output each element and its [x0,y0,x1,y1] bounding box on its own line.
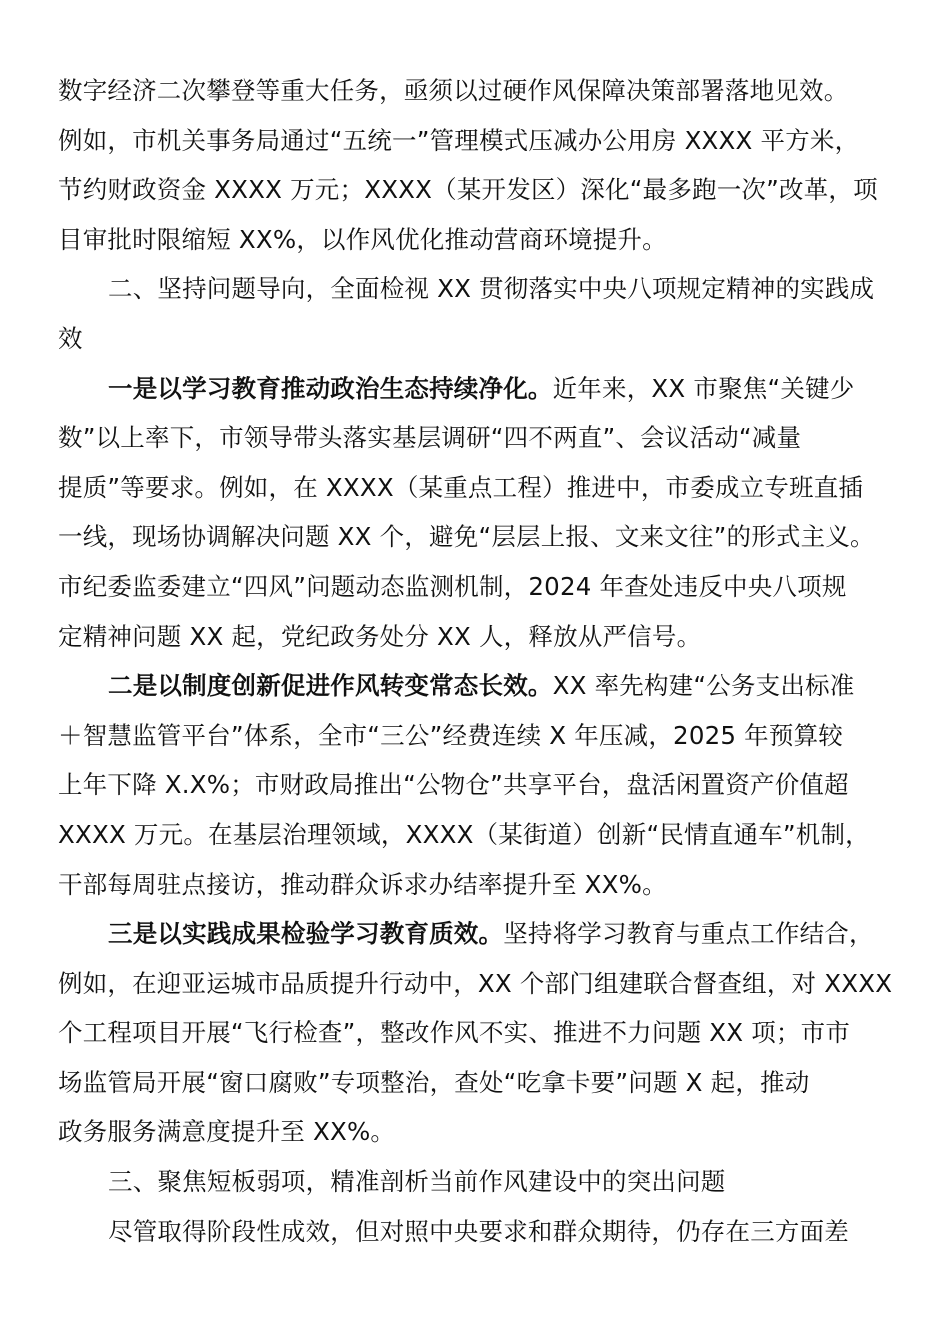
line-text: 场监管局开展“窗口腐败”专项整治，查处“吃拿卡要”问题 X 起，推动 [58,1067,810,1097]
text-line [58,711,892,761]
line-text: XX 率先构建“公务支出标准 [552,671,855,701]
text-line [58,562,892,612]
text-line [58,364,892,414]
text-line [58,909,892,959]
line-text: 干部每周驻点接访，推动群众诉求办结率提升至 XX%。 [58,869,667,899]
text-line [58,810,892,860]
text-line [58,1008,892,1058]
text-line [58,165,892,215]
line-text: 尽管取得阶段性成效，但对照中央要求和群众期待，仍存在三方面差 [108,1216,849,1246]
line-text: 个工程项目开展“飞行检查”，整改作风不实、推进不力问题 XX 项；市市 [58,1018,851,1048]
text-line [58,66,892,116]
bold-lead-phrase: 一是以学习教育推动政治生态持续净化。 [108,373,553,403]
text-line [58,116,892,166]
line-text: 市纪委监委建立“四风”问题动态监测机制，2024 年查处违反中央八项规 [58,571,847,601]
line-text: 效 [58,323,83,353]
text-line [58,612,892,662]
line-text: 定精神问题 XX 起，党纪政务处分 XX 人，释放从严信号。 [58,621,702,651]
text-line [58,1207,892,1257]
text-line [58,1058,892,1108]
line-text: XXXX 万元。在基层治理领域，XXXX（某街道）创新“民情直通车”机制， [58,819,870,849]
text-line [58,264,892,314]
line-text: ＋智慧监管平台”体系，全市“三公”经费连续 X 年压减，2025 年预算较 [58,720,843,750]
line-text: 一线，现场协调解决问题 XX 个，避免“层层上报、文来文往”的形式主义。 [58,522,875,552]
line-text: 上年下降 X.X%；市财政局推出“公物仓”共享平台，盘活闲置资产价值超 [58,770,849,800]
line-text: 节约财政资金 XXXX 万元；XXXX（某开发区）深化“最多跑一次”改革，项 [58,175,878,205]
text-line [58,413,892,463]
line-text: 目审批时限缩短 XX%，以作风优化推动营商环境提升。 [58,224,667,254]
line-text: 近年来，XX 市聚焦“关键少 [552,373,855,403]
line-text: 例如，在迎亚运城市品质提升行动中，XX 个部门组建联合督查组，对 XXXX [58,968,893,998]
line-text: 提质”等要求。例如，在 XXXX（某重点工程）推进中，市委成立专班直插 [58,472,864,502]
text-line [58,463,892,513]
bold-lead-phrase: 二是以制度创新促进作风转变常态长效。 [108,671,553,701]
document-body [58,66,892,1256]
line-text: 数”以上率下，市领导带头落实基层调研“四不两直”、会议活动“减量 [58,423,802,453]
text-line [58,760,892,810]
text-line [58,661,892,711]
line-text: 数字经济二次攀登等重大任务，亟须以过硬作风保障决策部署落地见效。 [58,76,849,105]
line-text: 坚持将学习教育与重点工作结合， [503,919,874,949]
text-line [58,1107,892,1157]
line-text: 三、聚焦短板弱项，精准剖析当前作风建设中的突出问题 [108,1167,726,1197]
text-line [58,314,892,364]
text-line [58,959,892,1009]
text-line [58,860,892,910]
text-line [58,512,892,562]
text-line [58,215,892,265]
line-text: 例如，市机关事务局通过“五统一”管理模式压减办公用房 XXXX 平方米， [58,125,860,155]
line-text: 政务服务满意度提升至 XX%。 [58,1117,396,1147]
text-line [58,1157,892,1207]
bold-lead-phrase: 三是以实践成果检验学习教育质效。 [108,919,504,949]
line-text: 二、坚持问题导向，全面检视 XX 贯彻落实中央八项规定精神的实践成 [108,274,875,304]
